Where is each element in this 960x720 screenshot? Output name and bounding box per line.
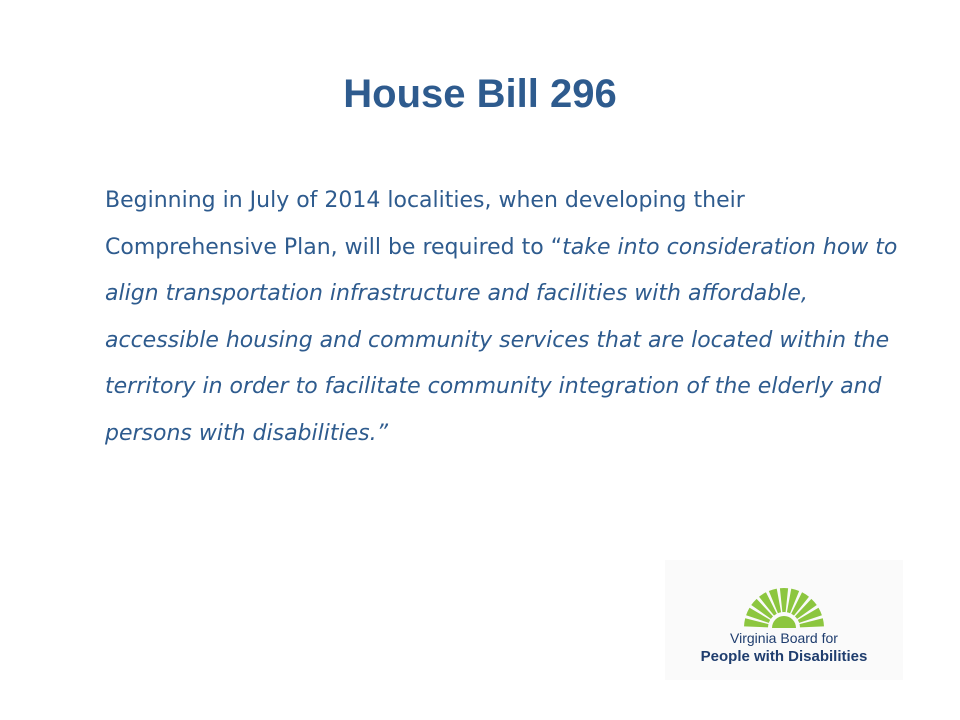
body-paragraph <box>105 178 905 457</box>
body-intro: Beginning in July of 2014 localities, when developing their Comprehensive Plan, will be required to “ <box>105 188 745 260</box>
slide-title: House Bill 296 <box>343 72 617 116</box>
logo-text-line1: Virginia Board for <box>730 630 838 646</box>
logo-text-line2: People with Disabilities <box>700 648 868 665</box>
sunburst-icon <box>739 582 829 630</box>
body-quote: take into consideration how to align transportation infrastructure and facilities with affordable, accessible housing and community services that are located within the territory in order to facilitate community integration of the elderly and persons with disabilities. <box>105 234 898 446</box>
sunburst-ray <box>780 588 788 612</box>
organization-logo <box>665 560 903 680</box>
body-close-quote: ” <box>376 420 388 446</box>
sunburst-core <box>772 616 796 628</box>
